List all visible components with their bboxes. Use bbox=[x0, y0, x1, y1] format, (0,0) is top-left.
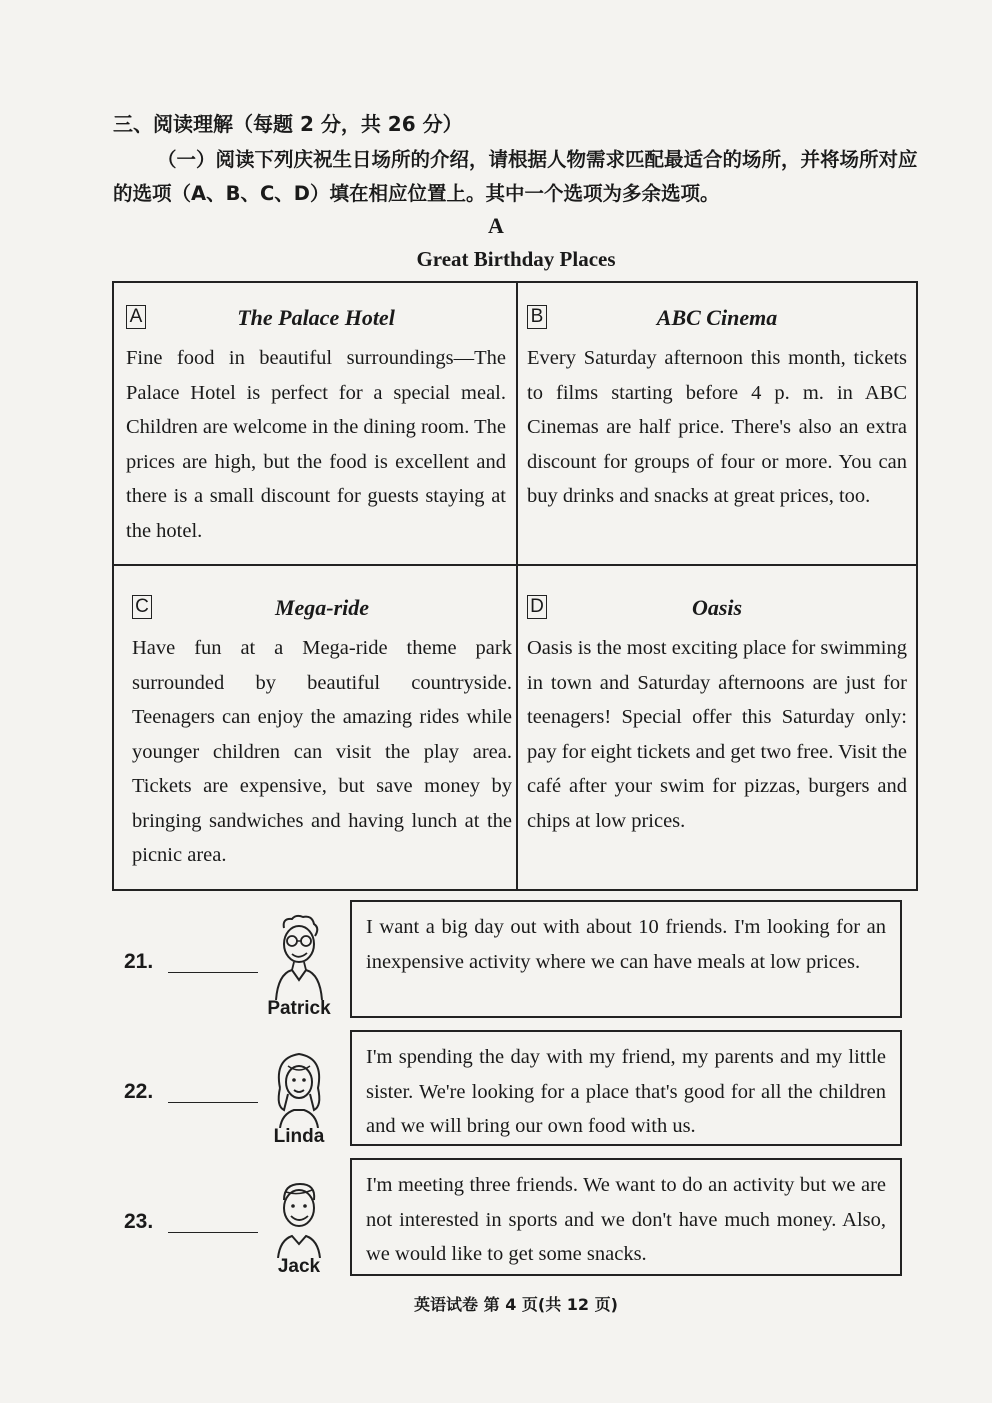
speech-box: I'm spending the day with my friend, my parents and my little sister. We're looking for a place that's good for all the children and we will bring our own food with us. bbox=[350, 1030, 902, 1146]
place-cell-d bbox=[527, 591, 907, 838]
speech-box: I want a big day out with about 10 friends. I'm looking for an inexpensive activity where we can have meals at low prices. bbox=[350, 900, 902, 1018]
section-title: 三、阅读理解（每题 2 分，共 26 分） bbox=[113, 112, 463, 136]
person-jack bbox=[266, 1178, 332, 1278]
places-table bbox=[112, 281, 918, 891]
patrick-illustration-icon bbox=[270, 914, 328, 1000]
option-letter: A bbox=[126, 305, 146, 329]
place-description: Fine food in beautiful surroundings—The Palace Hotel is perfect for a special meal. Children are welcome in the dining room. The prices are high, but the food is excellent and there is a small discount for guests staying at the hotel. bbox=[126, 347, 506, 542]
page-footer: 英语试卷 第 4 页(共 12 页) bbox=[414, 1295, 618, 1314]
option-letter: D bbox=[527, 595, 547, 619]
place-cell-b bbox=[527, 301, 907, 514]
answer-blank[interactable] bbox=[168, 1232, 258, 1233]
speech-box: I'm meeting three friends. We want to do an activity but we are not interested in sports and we don't have much money. Also, we would like to get some snacks. bbox=[350, 1158, 902, 1276]
linda-illustration-icon bbox=[270, 1048, 328, 1128]
answer-blank[interactable] bbox=[168, 1102, 258, 1103]
question-22 bbox=[124, 1030, 904, 1148]
place-name: ABC Cinema bbox=[656, 305, 778, 330]
person-patrick bbox=[266, 914, 332, 1020]
place-name: Mega-ride bbox=[274, 595, 370, 620]
place-name: The Palace Hotel bbox=[237, 305, 395, 330]
person-name: Patrick bbox=[267, 998, 331, 1019]
jack-illustration-icon bbox=[270, 1178, 328, 1258]
question-number: 22. bbox=[124, 1080, 154, 1103]
person-name: Jack bbox=[277, 1256, 321, 1277]
person-name: Linda bbox=[273, 1126, 325, 1147]
place-name: Oasis bbox=[691, 595, 743, 620]
instructions: （一）阅读下列庆祝生日场所的介绍，请根据人物需求匹配最适合的场所，并将场所对应的选项（A、B、C、D）填在相应位置上。其中一个选项为多余选项。 bbox=[113, 148, 918, 205]
place-cell-c bbox=[132, 591, 512, 873]
part-letter: A bbox=[488, 213, 504, 238]
question-number: 21. bbox=[124, 950, 154, 973]
passage-title: Great Birthday Places bbox=[416, 247, 616, 271]
place-cell-a bbox=[126, 301, 506, 548]
table-divider-vertical bbox=[516, 283, 518, 889]
option-letter: C bbox=[132, 595, 152, 619]
question-21 bbox=[124, 900, 904, 1024]
question-23 bbox=[124, 1158, 904, 1278]
place-description: Every Saturday afternoon this month, tickets to films starting before 4 p. m. in ABC Cinemas are half price. There's also an extra discount for groups of four or more. You can buy drinks and snacks at great prices, too. bbox=[527, 347, 907, 507]
person-linda bbox=[266, 1048, 332, 1148]
place-description: Have fun at a Mega-ride theme park surrounded by beautiful countryside. Teenagers can enjoy the amazing rides while younger children can visit the play area. Tickets are expensive, but save money by bringing sandwiches and having lunch at the picnic area. bbox=[132, 637, 512, 866]
answer-blank[interactable] bbox=[168, 972, 258, 973]
place-description: Oasis is the most exciting place for swimming in town and Saturday afternoons are just for teenagers! Special offer this Saturday only: pay for eight tickets and get two free. Visit the café after your swim for pizzas, burgers and chips at low prices. bbox=[527, 637, 907, 832]
table-divider-horizontal bbox=[114, 564, 916, 566]
option-letter: B bbox=[527, 305, 547, 329]
question-number: 23. bbox=[124, 1210, 154, 1233]
